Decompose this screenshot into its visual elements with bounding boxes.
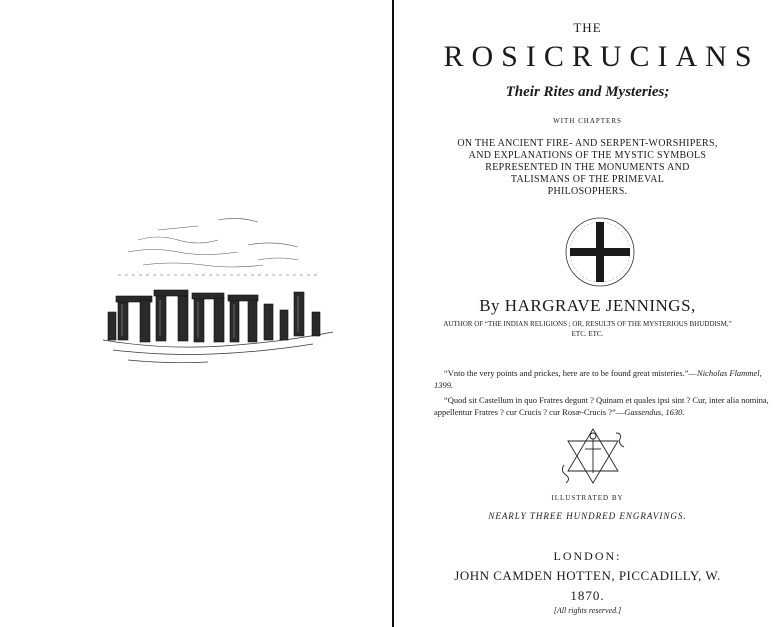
- imprint-publisher: JOHN CAMDEN HOTTEN, PICCADILLY, W.: [454, 568, 721, 583]
- illustrated-by: ILLUSTRATED BY: [551, 494, 624, 502]
- author-name: HARGRAVE JENNINGS,: [504, 296, 696, 315]
- stonehenge-engraving: [98, 200, 338, 380]
- description-line: REPRESENTED IN THE MONUMENTS AND: [485, 162, 690, 173]
- description-line: AND EXPLANATIONS OF THE MYSTIC SYMBOLS: [468, 150, 707, 161]
- imprint-place: LONDON:: [553, 549, 622, 563]
- with-chapters: WITH CHAPTERS: [553, 117, 622, 125]
- epigraph-text: “Vnto the very points and prickes, here are to be found great misteries.”—: [444, 368, 698, 378]
- author-credit-line: AUTHOR OF “THE INDIAN RELIGIONS ; OR, RESULTS OF THE MYSTERIOUS BHUDDISM,”: [443, 320, 732, 328]
- author-by: By: [479, 296, 501, 315]
- title-page: [394, 0, 781, 627]
- hexagram-serpent-icon: [556, 425, 630, 487]
- epigraph-text: “Quod sit Castellum in quo Fratres degunt ? Quinam et quales ipsi sint ? Cur, inter alia nomina, appellentur Fratres ? cur Crucis ? cur Rosæ-Crucis ?”—: [434, 395, 769, 417]
- imprint-year: 1870.: [570, 588, 605, 603]
- title-prefix: THE: [573, 20, 602, 35]
- author-credit-line: ETC. ETC.: [571, 330, 604, 338]
- book-subtitle: Their Rites and Mysteries;: [505, 84, 670, 100]
- epigraph-flammel: [434, 367, 769, 391]
- book-title: ROSICRUCIANS: [443, 40, 760, 73]
- cross-in-circle-icon: [562, 214, 638, 290]
- description-line: PHILOSOPHERS.: [547, 186, 628, 197]
- description-line: ON THE ANCIENT FIRE- AND SERPENT-WORSHIPERS,: [457, 138, 718, 149]
- rights-notice: [All rights reserved.]: [553, 606, 622, 615]
- epigraph-source: Gassendus, 1630.: [624, 407, 685, 417]
- engravings-count: NEARLY THREE HUNDRED ENGRAVINGS.: [488, 511, 687, 521]
- description-line: TALISMANS OF THE PRIMEVAL: [510, 174, 665, 185]
- epigraph-source: Nicholas Flammel, 1399.: [434, 368, 762, 390]
- author-credits: [394, 319, 781, 339]
- author-line: [394, 296, 781, 316]
- description: [394, 138, 781, 198]
- epigraph-gassendus: [434, 394, 769, 418]
